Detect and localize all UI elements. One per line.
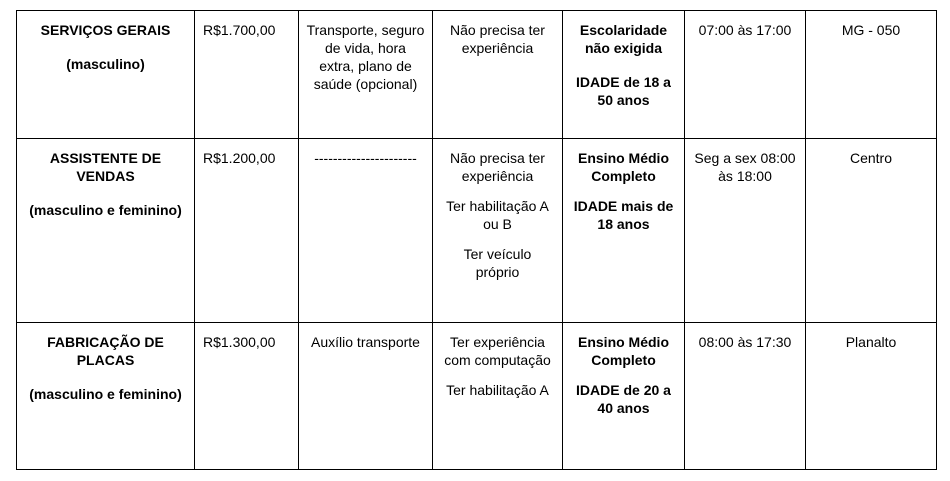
table-row [17,11,937,139]
education-age-cell [563,139,685,323]
job-title-cell [17,139,195,323]
job-title-cell [17,323,195,470]
requirement-text: Ter habilitação A [446,382,549,398]
benefits-cell [299,323,433,470]
location-cell [806,323,937,470]
education-text: Ensino Médio Completo [578,150,669,184]
job-title: SERVIÇOS GERAIS [40,22,171,38]
job-gender: (masculino) [66,56,145,72]
benefit-text: Auxílio transporte [311,334,420,350]
requirement-text: Ter habilitação A ou B [446,198,549,232]
schedule-cell [685,323,806,470]
requirement-text: Ter experiência com computação [444,334,551,368]
education-age-cell [563,323,685,470]
salary-cell [195,323,299,470]
location-text: Planalto [845,334,897,350]
age-text: IDADE de 18 a 50 anos [576,74,671,108]
job-title: ASSISTENTE DE VENDAS [49,150,162,184]
requirements-cell [433,139,563,323]
benefit-text: ---------------------- [314,150,417,166]
benefits-cell [299,139,433,323]
job-listings-table [16,10,937,470]
salary-value: R$1.300,00 [203,334,276,350]
salary-value: R$1.200,00 [203,150,276,166]
benefit-text: Transporte, seguro de vida, hora extra, plano de saúde (opcional) [306,22,425,92]
job-gender: (masculino e feminino) [29,202,182,218]
schedule-cell [685,139,806,323]
job-title: FABRICAÇÃO DE PLACAS [47,334,164,368]
requirement-text: Não precisa ter experiência [450,22,545,56]
education-text: Ensino Médio Completo [578,334,669,368]
job-gender: (masculino e feminino) [29,386,182,402]
age-text: IDADE de 20 a 40 anos [576,382,671,416]
schedule-text: Seg a sex 08:00 às 18:00 [694,150,796,184]
age-text: IDADE mais de 18 anos [573,198,674,232]
location-text: Centro [849,150,893,166]
education-age-cell [563,11,685,139]
schedule-text: 07:00 às 17:00 [698,22,792,38]
requirement-text: Ter veículo próprio [463,246,532,280]
requirements-cell [433,323,563,470]
table-row [17,323,937,470]
benefits-cell [299,11,433,139]
location-text: MG - 050 [841,22,901,38]
schedule-text: 08:00 às 17:30 [698,334,792,350]
salary-cell [195,139,299,323]
salary-value: R$1.700,00 [203,22,276,38]
requirements-cell [433,11,563,139]
location-cell [806,11,937,139]
location-cell [806,139,937,323]
schedule-cell [685,11,806,139]
education-text: Escolaridade não exigida [579,22,668,56]
requirement-text: Não precisa ter experiência [450,150,545,184]
table-row [17,139,937,323]
job-title-cell [17,11,195,139]
salary-cell [195,11,299,139]
